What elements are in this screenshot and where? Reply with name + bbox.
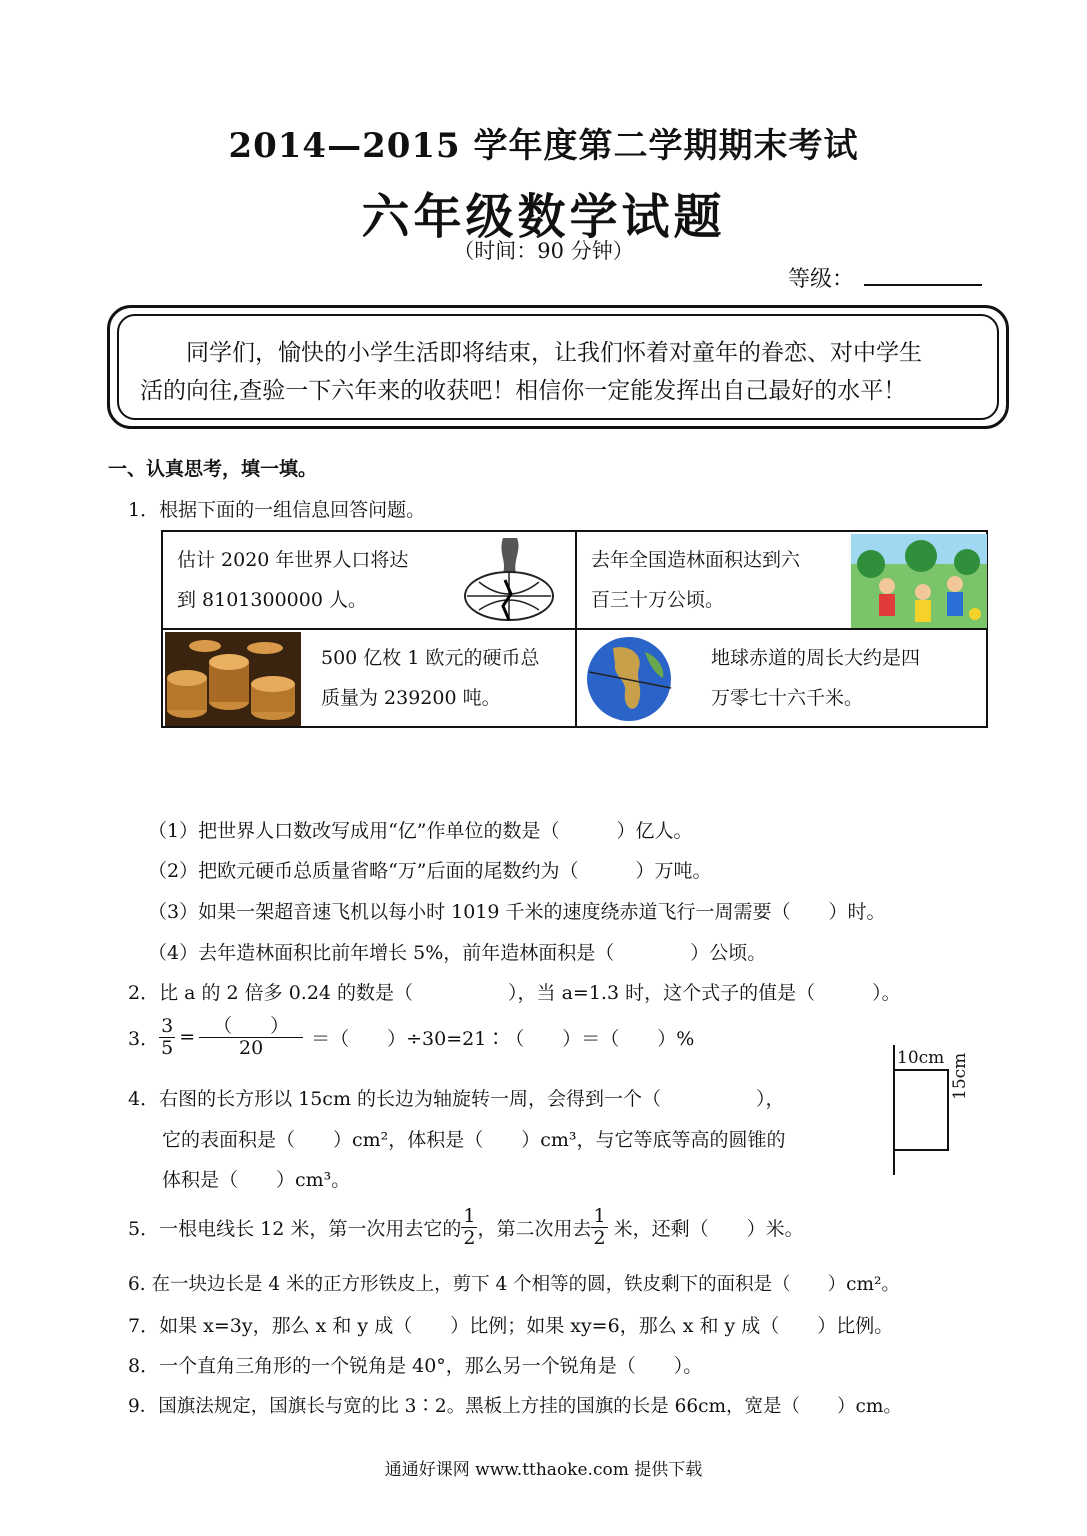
q7: 7．如果 x=3y，那么 x 和 y 成（ ）比例；如果 xy=6，那么 x 和 y 成（ ）比例。 — [128, 1315, 894, 1337]
q1-sub4: （4）去年造林面积比前年增长 5%，前年造林面积是（ ）公顷。 — [148, 942, 767, 964]
q5-fraction-1: $\frac{1}{2}$ — [463, 1205, 476, 1249]
cell-coins-line2: 质量为 239200 吨。 — [321, 687, 501, 709]
cell-population-line2: 到 8101300000 人。 — [177, 589, 367, 611]
q6: 6. 在一块边长是 4 米的正方形铁皮上，剪下 4 个相等的圆，铁皮剩下的面积是（ ）cm²。 — [128, 1274, 900, 1295]
q2: 2．比 a 的 2 倍多 0.24 的数是（ ），当 a=1.3 时，这个式子的值是（ ）。 — [128, 982, 901, 1004]
cell-coins — [162, 629, 576, 727]
coins-image — [165, 632, 301, 726]
info-table — [161, 530, 988, 728]
section1-heading: 一、认真思考，填一填。 — [108, 458, 318, 480]
q3-equals: = — [179, 1026, 196, 1049]
exam-title-line2: 六年级数学试题 — [361, 189, 726, 245]
earth-globe-icon — [583, 634, 675, 724]
cell-equator-line2: 万零七十六千米。 — [710, 687, 863, 709]
rect-width-label: 10cm — [897, 1048, 945, 1068]
intro-line1: 同学们，愉快的小学生活即将结束，让我们怀着对童年的眷恋、对中学生 — [186, 340, 922, 366]
time-note: （时间：90 分钟） — [453, 239, 634, 263]
q5 — [128, 1206, 804, 1249]
footer-source: 通通好课网 www.tthaoke.com 提供下载 — [384, 1460, 703, 1480]
q1-sub1: （1）把世界人口数改写成用“亿”作单位的数是（ ）亿人。 — [148, 820, 693, 842]
q8: 8．一个直角三角形的一个锐角是 40°，那么另一个锐角是（ ）。 — [128, 1355, 703, 1377]
q9: 9．国旗法规定，国旗长与宽的比 3∶2。黑板上方挂的国旗的长是 66cm，宽是（ ）cm。 — [128, 1396, 902, 1417]
cell-forest-line2: 百三十万公顷。 — [590, 589, 724, 611]
cell-forest — [576, 531, 987, 629]
q5-part-c: 米，还剩（ ）米。 — [613, 1217, 804, 1240]
q5-fraction-2: $\frac{1}{2}$ — [593, 1205, 606, 1249]
globe-cracked-icon — [459, 536, 559, 624]
q3 — [128, 1016, 694, 1059]
q1-sub2: （2）把欧元硬币总质量省略“万”后面的尾数约为（ ）万吨。 — [148, 860, 712, 882]
q1-sub3: （3）如果一架超音速飞机以每小时 1019 千米的速度绕赤道飞行一周需要（ ）时。 — [148, 901, 886, 923]
exam-title-line1: 2014—2015 学年度第二学期期末考试 — [228, 126, 859, 166]
cell-population — [162, 531, 576, 629]
cell-equator-line1: 地球赤道的周长大约是四 — [710, 647, 920, 669]
q3-number: 3． — [128, 1027, 160, 1050]
q3-fraction-3-5: $\frac{3}{5}$ — [161, 1015, 174, 1059]
q5-part-b: ，第二次用去 — [477, 1217, 592, 1240]
q5-part-a: 5．一根电线长 12 米，第一次用去它的 — [128, 1217, 462, 1240]
q4-line2: 它的表面积是（ ）cm²，体积是（ ）cm³，与它等底等高的圆锥的 — [162, 1129, 786, 1151]
cell-forest-line1: 去年全国造林面积达到六 — [590, 549, 800, 571]
children-planting-trees-image — [851, 534, 987, 628]
grade-blank-line — [864, 284, 982, 286]
q3-rest: ＝（ ）÷30=21∶（ ）＝（ ）% — [311, 1027, 695, 1050]
cell-coins-line1: 500 亿枚 1 欧元的硬币总 — [321, 647, 540, 669]
q1-stem: 1．根据下面的一组信息回答问题。 — [128, 499, 426, 521]
grade-label: 等级： — [788, 267, 855, 292]
cell-equator — [576, 629, 987, 727]
rect-height-label: 15cm — [950, 1052, 970, 1100]
q4-line1: 4．右图的长方形以 15cm 的长边为轴旋转一周，会得到一个（ ）， — [128, 1088, 785, 1110]
rectangle-figure — [893, 1069, 949, 1151]
q3-fraction-blank-20: $\frac{( )}{20}$ — [199, 1016, 303, 1059]
intro-line2: 活的向往,查验一下六年来的收获吧！相信你一定能发挥出自己最好的水平！ — [140, 378, 907, 404]
cell-population-line1: 估计 2020 年世界人口将达 — [177, 549, 409, 571]
q4-line3: 体积是（ ）cm³。 — [162, 1169, 351, 1191]
